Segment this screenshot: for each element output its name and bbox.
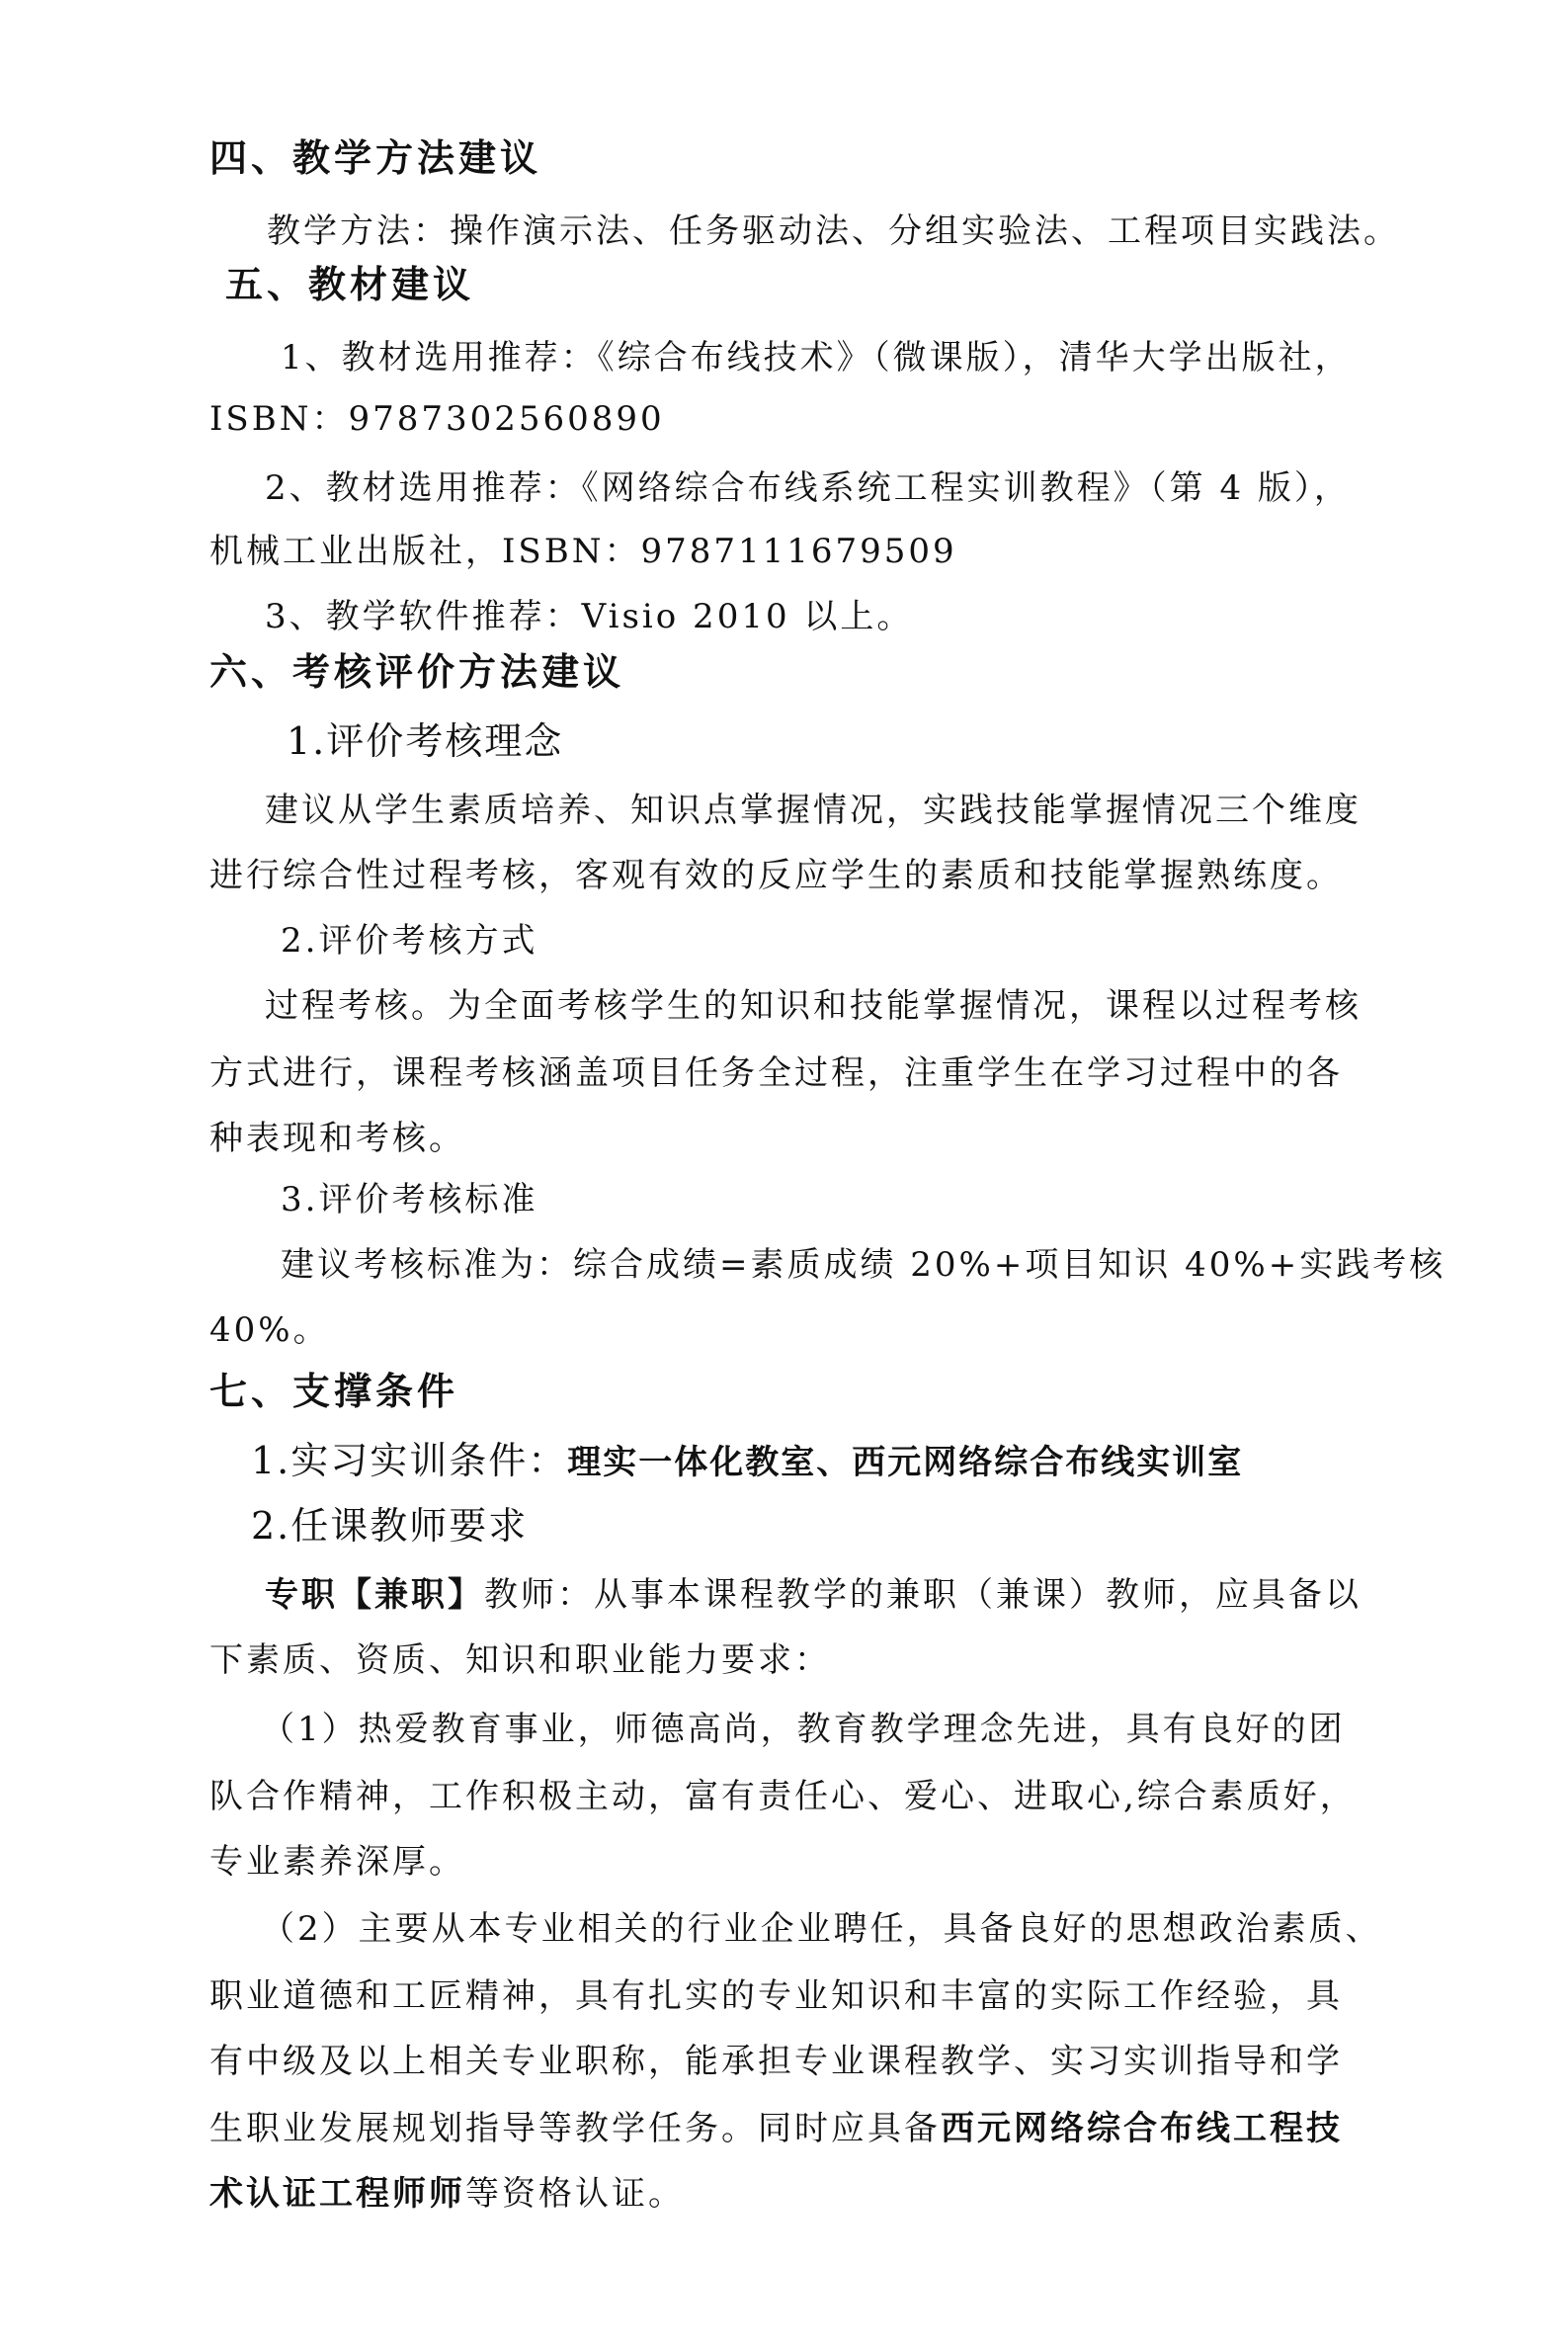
assessment-p2-line3: 种表现和考核。 xyxy=(209,1119,465,1158)
assessment-sub-1: 1.评价考核理念 xyxy=(287,719,564,763)
requirement-2-line4 xyxy=(209,2107,1343,2150)
teacher-p1-line2: 下素质、资质、知识和职业能力要求： xyxy=(209,1640,831,1680)
requirement-2-line5-plain: 等资格认证。 xyxy=(465,2174,685,2214)
software-item-3: 3、教学软件推荐：Visio 2010 以上。 xyxy=(265,597,914,636)
teacher-p1-line1-rest: 教师：从事本课程教学的兼职（兼课）教师，应具备以 xyxy=(484,1575,1362,1615)
requirement-1-line2: 队合作精神，工作积极主动，富有责任心、爱心、进取心,综合素质好， xyxy=(209,1777,1357,1816)
teacher-p1-line1 xyxy=(265,1573,1362,1617)
heading-teaching-methods: 四、教学方法建议 xyxy=(209,136,542,180)
assessment-sub-2: 2.评价考核方式 xyxy=(281,921,538,961)
heading-support: 七、支撑条件 xyxy=(209,1370,459,1413)
assessment-p3-line1: 建议考核标准为：综合成绩=素质成绩 20%+项目知识 40%+实践考核 xyxy=(281,1245,1446,1285)
heading-textbook: 五、教材建议 xyxy=(225,263,475,306)
assessment-sub-3: 3.评价考核标准 xyxy=(281,1180,538,1219)
certification-name-part1: 西元网络综合布线工程技 xyxy=(941,2109,1343,2148)
requirement-2-line2: 职业道德和工匠精神，具有扎实的专业知识和丰富的实际工作经验，具 xyxy=(209,1976,1343,2016)
assessment-p1-line1: 建议从学生素质培养、知识点掌握情况，实践技能掌握情况三个维度 xyxy=(265,791,1362,830)
textbook-item-2-line2: 机械工业出版社，ISBN：9787111679509 xyxy=(209,532,957,571)
textbook-item-2-line1: 2、教材选用推荐：《网络综合布线系统工程实训教程》（第 4 版）， xyxy=(265,468,1351,508)
assessment-p2-line2: 方式进行，课程考核涵盖项目任务全过程，注重学生在学习过程中的各 xyxy=(209,1053,1343,1093)
requirement-1-line3: 专业素养深厚。 xyxy=(209,1842,465,1882)
support-sub-1-label: 1.实习实训条件： xyxy=(251,1439,568,1482)
requirement-2-line5 xyxy=(209,2172,685,2216)
teacher-role-bold: 专职【兼职】 xyxy=(265,1575,484,1615)
heading-assessment: 六、考核评价方法建议 xyxy=(209,650,625,694)
requirement-2-line3: 有中级及以上相关专业职称，能承担专业课程教学、实习实训指导和学 xyxy=(209,2042,1343,2081)
support-sub-2: 2.任课教师要求 xyxy=(251,1504,529,1548)
teaching-methods-text: 教学方法：操作演示法、任务驱动法、分组实验法、工程项目实践法。 xyxy=(267,211,1400,251)
assessment-p1-line2: 进行综合性过程考核，客观有效的反应学生的素质和技能掌握熟练度。 xyxy=(209,856,1343,895)
textbook-item-1-line2: ISBN：9787302560890 xyxy=(209,399,665,439)
assessment-p3-line2: 40%。 xyxy=(209,1310,330,1350)
requirement-2-line4-plain: 生职业发展规划指导等教学任务。同时应具备 xyxy=(209,2109,941,2148)
assessment-p2-line1: 过程考核。为全面考核学生的知识和技能掌握情况，课程以过程考核 xyxy=(265,986,1362,1026)
support-sub-1 xyxy=(251,1439,1243,1484)
textbook-item-1-line1: 1、教材选用推荐：《综合布线技术》（微课版），清华大学出版社， xyxy=(281,338,1352,377)
requirement-2-line1: （2）主要从本专业相关的行业企业聘任，具备良好的思想政治素质、 xyxy=(261,1909,1382,1949)
certification-name-part2: 术认证工程师师 xyxy=(209,2174,465,2214)
support-sub-1-value: 理实一体化教室、西元网络综合布线实训室 xyxy=(567,1443,1244,1482)
requirement-1-line1: （1）热爱教育事业，师德高尚，教育教学理念先进，具有良好的团 xyxy=(261,1710,1346,1749)
